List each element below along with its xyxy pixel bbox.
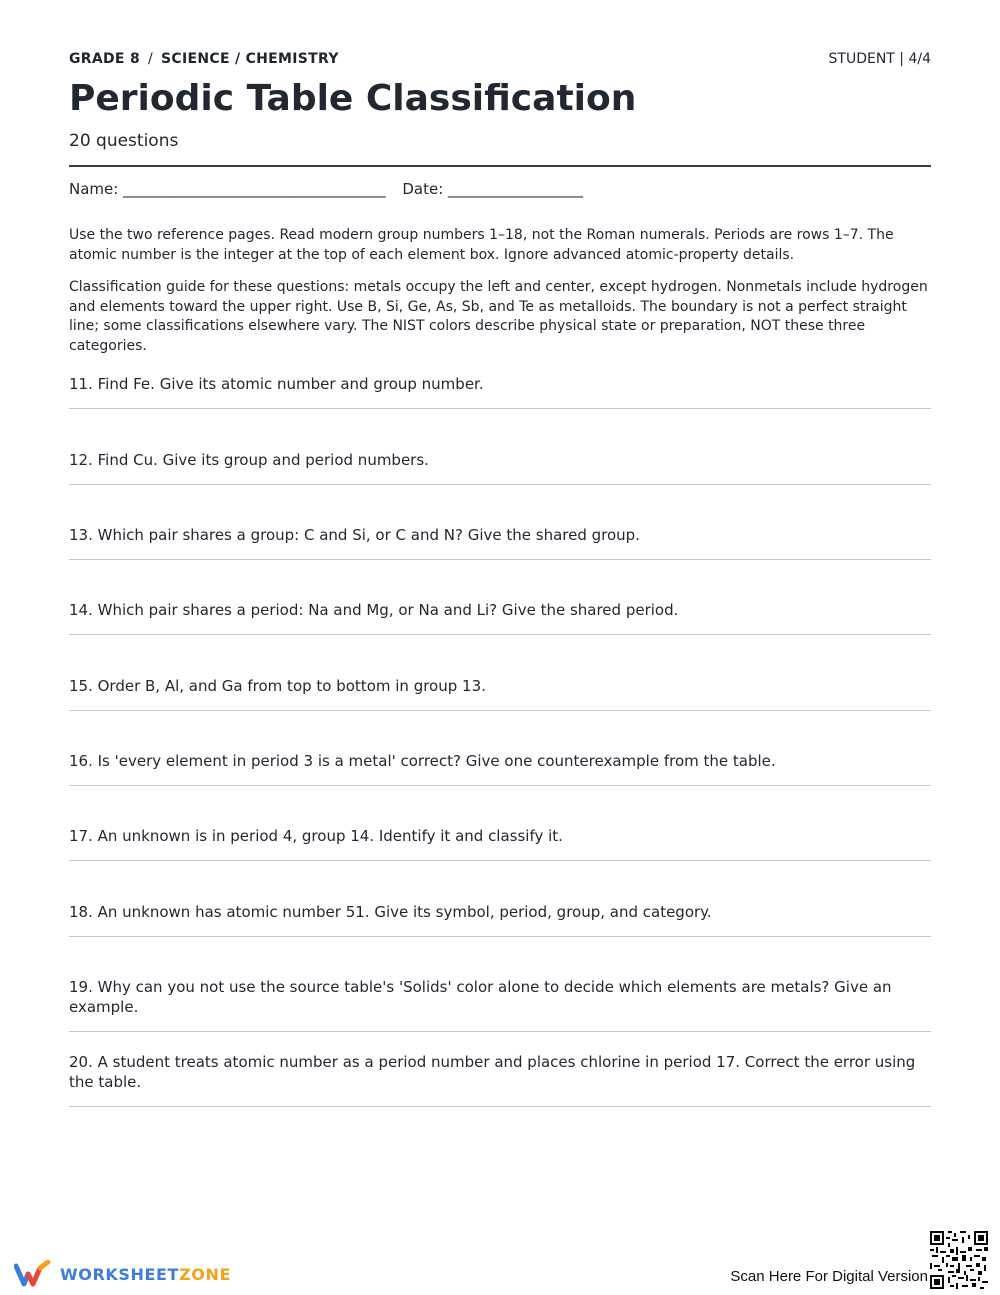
answer-line[interactable] bbox=[69, 1106, 931, 1107]
question-12: 12. Find Cu. Give its group and period numbers. bbox=[69, 451, 429, 469]
name-date-fields bbox=[69, 179, 595, 199]
question-15: 15. Order B, Al, and Ga from top to bottom in group 13. bbox=[69, 677, 486, 695]
question-19: 19. Why can you not use the source table's 'Solids' color alone to decide which elements are metals? Give an example. bbox=[69, 978, 892, 1016]
answer-line[interactable] bbox=[69, 785, 931, 786]
title-divider bbox=[69, 165, 931, 167]
qr-code-icon[interactable] bbox=[930, 1231, 988, 1289]
subject-label: SCIENCE / CHEMISTRY bbox=[161, 51, 339, 67]
question-14: 14. Which pair shares a period: Na and Mg, or Na and Li? Give the shared period. bbox=[69, 601, 679, 619]
date-field[interactable]: Date: __________________ bbox=[402, 180, 584, 198]
breadcrumb bbox=[69, 50, 339, 68]
classification-guide: Classification guide for these questions: metals occupy the left and center, except hydrogen. Nonmetals include hydrogen and elements toward the upper right. Use B, Si, Ge, As, Sb, and Te as metalloids. The boundary is not a perfect straight line; some classifications elsewhere vary. The NIST colors describe physical state or preparation, NOT these three categories. bbox=[69, 279, 928, 354]
answer-line[interactable] bbox=[69, 860, 931, 861]
name-field[interactable]: Name: ___________________________________ bbox=[69, 180, 386, 198]
scan-instruction: Scan Here For Digital Version bbox=[730, 1268, 928, 1285]
instructions-paragraph: Use the two reference pages. Read modern group numbers 1–18, not the Roman numerals. Periods are rows 1–7. The atomic number is the integer at the top of each element box. Ignore advanced atomic-property details. bbox=[69, 227, 894, 263]
page-indicator: STUDENT | 4/4 bbox=[828, 51, 931, 67]
question-17: 17. An unknown is in period 4, group 14. Identify it and classify it. bbox=[69, 827, 563, 845]
question-11: 11. Find Fe. Give its atomic number and group number. bbox=[69, 375, 484, 393]
answer-line[interactable] bbox=[69, 710, 931, 711]
breadcrumb-separator: / bbox=[148, 51, 154, 67]
answer-line[interactable] bbox=[69, 484, 931, 485]
brand-name: WORKSHEETZONE bbox=[60, 1264, 231, 1284]
question-16: 16. Is 'every element in period 3 is a metal' correct? Give one counterexample from the table. bbox=[69, 752, 776, 770]
header-row bbox=[69, 50, 931, 68]
grade-label: GRADE 8 bbox=[69, 51, 141, 67]
answer-line[interactable] bbox=[69, 634, 931, 635]
answer-line[interactable] bbox=[69, 559, 931, 560]
answer-line[interactable] bbox=[69, 408, 931, 409]
question-count: 20 questions bbox=[69, 131, 179, 151]
worksheetzone-logo-icon bbox=[14, 1260, 52, 1288]
worksheetzone-logo[interactable] bbox=[14, 1260, 231, 1288]
question-20: 20. A student treats atomic number as a period number and places chlorine in period 17. Correct the error using the table. bbox=[69, 1053, 916, 1091]
question-13: 13. Which pair shares a group: C and Si, or C and N? Give the shared group. bbox=[69, 526, 640, 544]
answer-line[interactable] bbox=[69, 1031, 931, 1032]
page-title: Periodic Table Classification bbox=[69, 78, 637, 119]
answer-line[interactable] bbox=[69, 936, 931, 937]
question-18: 18. An unknown has atomic number 51. Give its symbol, period, group, and category. bbox=[69, 903, 712, 921]
